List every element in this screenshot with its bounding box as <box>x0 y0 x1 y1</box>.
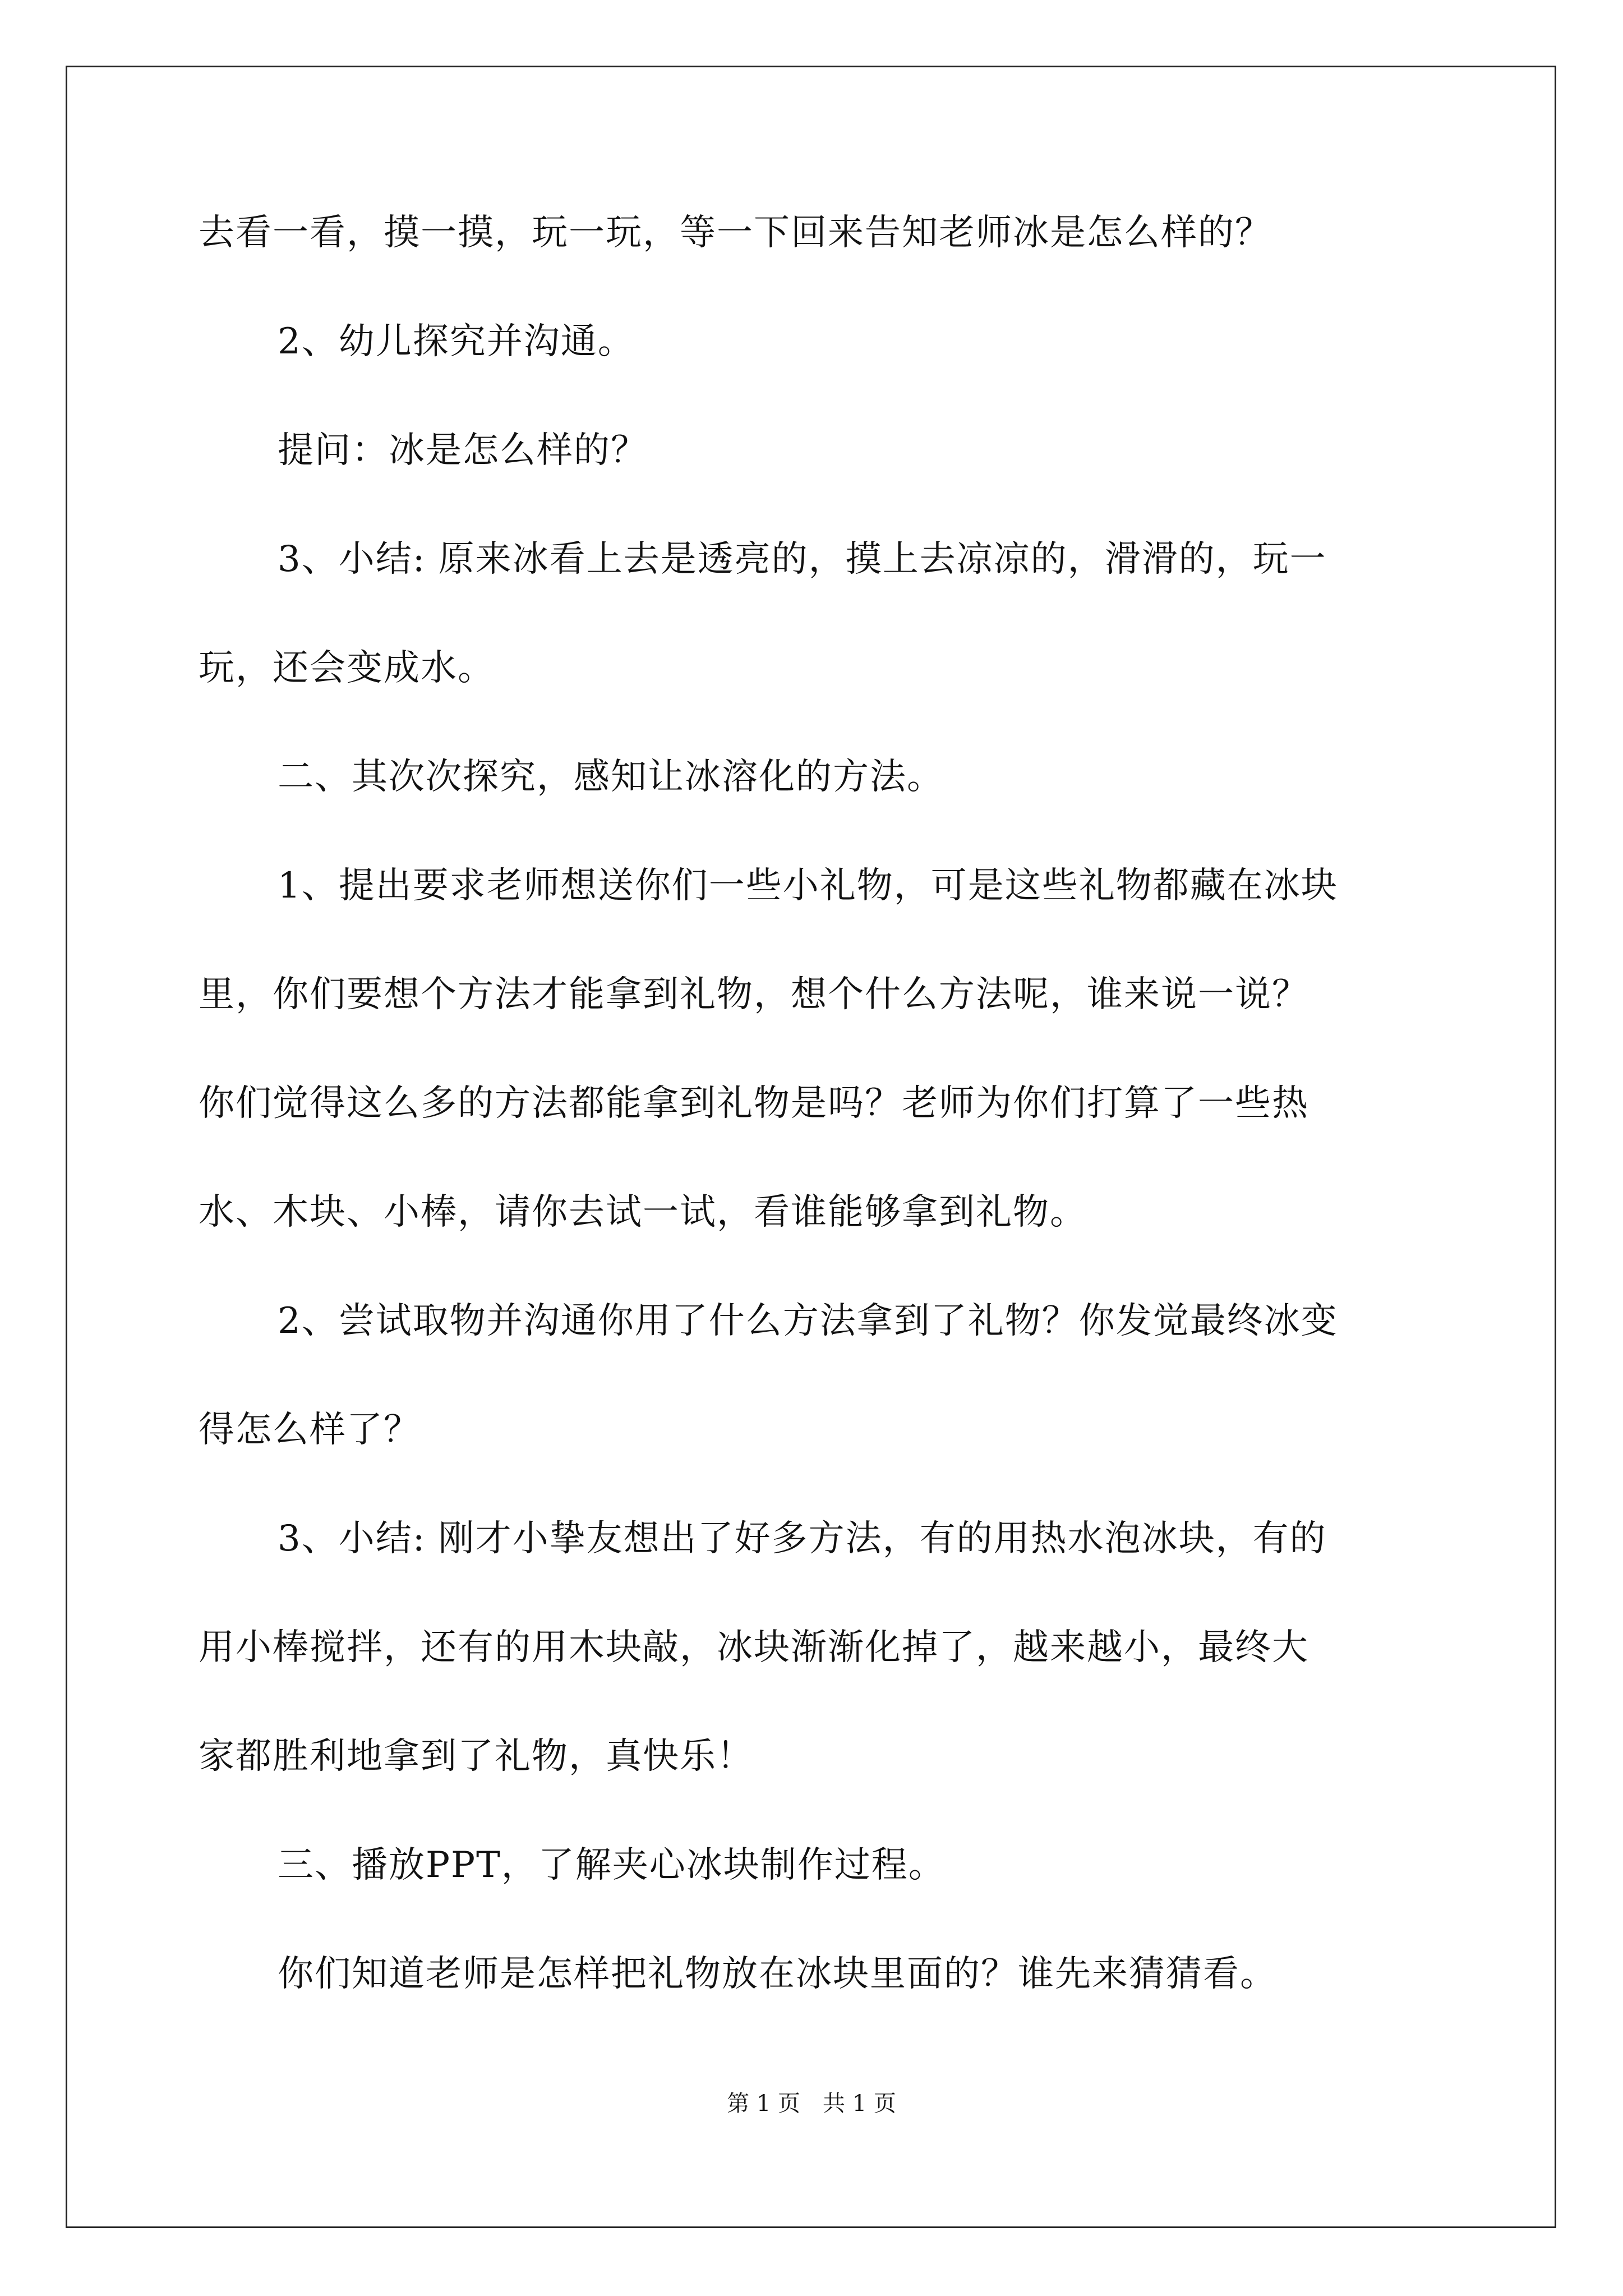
text-line: 2、幼儿探究并沟通。 <box>278 321 635 362</box>
text-line: 3、小结: 刚才小挚友想出了好多方法，有的用热水泡冰块，有的 <box>278 1518 1327 1559</box>
text-line: 你们觉得这么多的方法都能拿到礼物是吗？老师为你们打算了一些热 <box>199 1083 1309 1124</box>
text-line: 里，你们要想个方法才能拿到礼物，想个什么方法呢，谁来说一说？ <box>199 974 1309 1015</box>
text-line: 你们知道老师是怎样把礼物放在冰块里面的？谁先来猜猜看。 <box>278 1953 1277 1995</box>
text-line: 水、木块、小棒，请你去试一试，看谁能够拿到礼物。 <box>199 1191 1087 1233</box>
text-line: 1、提出要求老师想送你们一些小礼物，可是这些礼物都藏在冰块 <box>278 865 1338 907</box>
text-line: 三、播放PPT，了解夹心冰块制作过程。 <box>278 1844 946 1886</box>
text-line: 玩，还会变成水。 <box>199 647 495 689</box>
text-line: 去看一看，摸一摸，玩一玩，等一下回来告知老师冰是怎么样的？ <box>199 212 1272 254</box>
text-line: 3、小结: 原来冰看上去是透亮的，摸上去凉凉的，滑滑的，玩一 <box>278 539 1327 580</box>
text-line: 得怎么样了？ <box>199 1409 421 1451</box>
text-line: 二、其次次探究，感知让冰溶化的方法。 <box>278 756 944 798</box>
text-line: 提问：冰是怎么样的？ <box>278 430 648 471</box>
page-number-footer: 第 1 页 共 1 页 <box>727 2091 896 2116</box>
text-line: 用小棒搅拌，还有的用木块敲，冰块渐渐化掉了，越来越小，最终大 <box>199 1627 1309 1668</box>
text-line: 2、尝试取物并沟通你用了什么方法拿到了礼物？你发觉最终冰变 <box>278 1300 1338 1342</box>
page-border <box>66 66 1556 2228</box>
text-line: 家都胜利地拿到了礼物，真快乐！ <box>199 1736 754 1777</box>
